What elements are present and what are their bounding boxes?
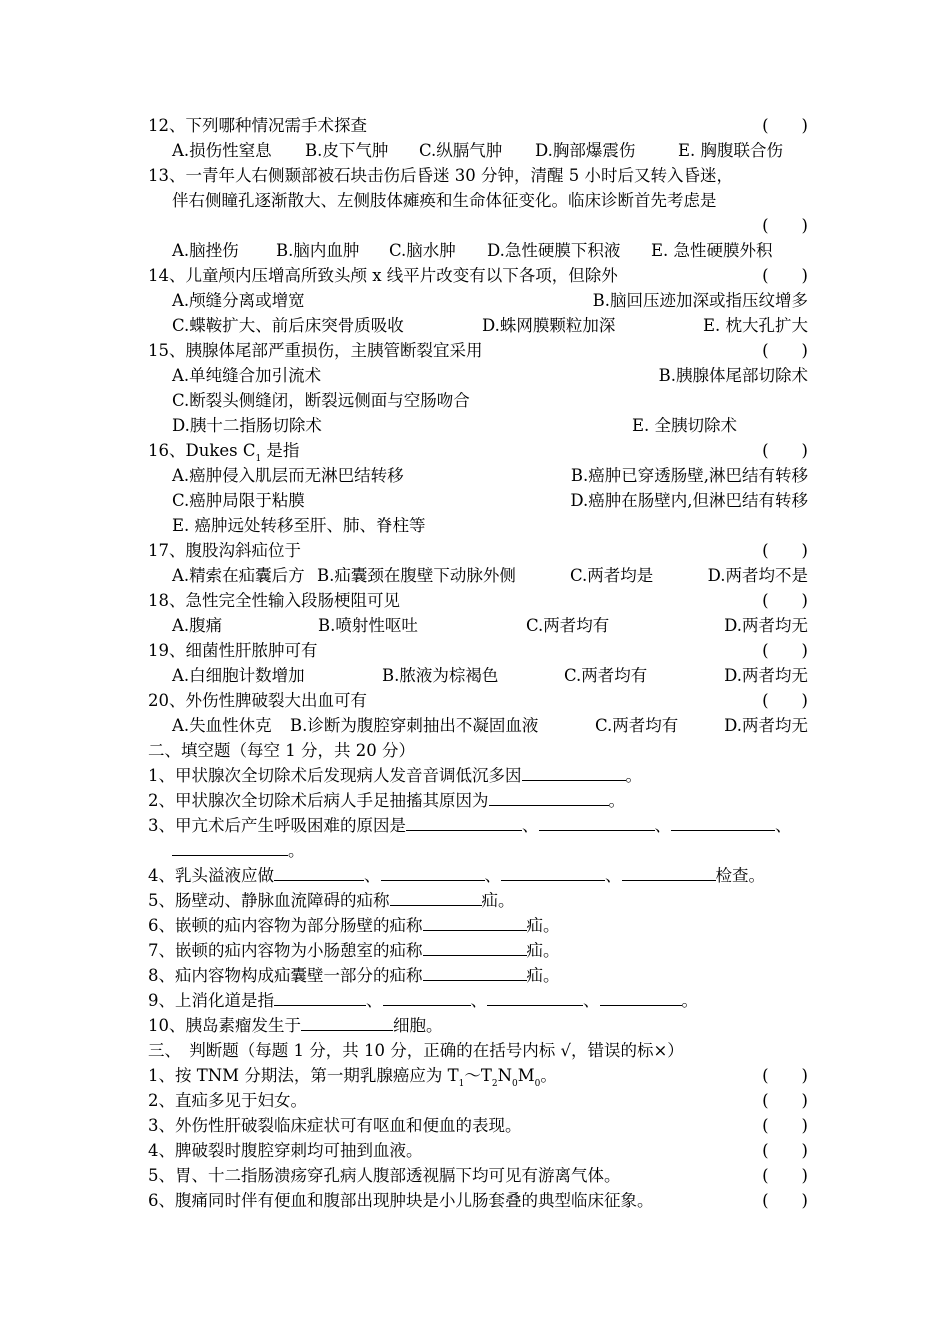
option: D.两者均不是 (707, 566, 808, 585)
option: A.腹痛 (172, 616, 223, 635)
question-16 (148, 438, 808, 463)
judge-question-text: 4、脾破裂时腹腔穿刺均可抽到血液。 (148, 1141, 423, 1160)
answer-paren: ( ) (762, 591, 808, 610)
question-14-options-b (172, 313, 808, 338)
answer-paren: ( ) (762, 1066, 808, 1085)
answer-blank[interactable] (522, 763, 626, 781)
option: B.喷射性呕吐 (318, 616, 418, 635)
fill-question-4: 4、乳头溢液应做 、 、 、 检查。 (148, 863, 808, 888)
question-stem: 15、胰腺体尾部严重损伤，主胰管断裂宜采用 (148, 341, 483, 360)
question-stem-continued: 伴右侧瞳孔逐渐散大、左侧肢体瘫痪和生命体征变化。临床诊断首先考虑是 (172, 191, 717, 210)
answer-blank[interactable] (390, 888, 482, 906)
fill-question-3: 3、甲亢术后产生呼吸困难的原因是 、 、 、 (148, 813, 808, 838)
question-stem: 13、一青年人右侧颞部被石块击伤后昏迷 30 分钟，清醒 5 小时后又转入昏迷， (148, 166, 733, 185)
question-stem: 19、细菌性肝脓肿可有 (148, 641, 318, 660)
answer-blank[interactable] (301, 1013, 393, 1031)
option: B.癌肿已穿透肠壁,淋巴结有转移 (570, 466, 808, 485)
option: E. 癌肿远处转移至肝、肺、脊柱等 (172, 516, 426, 535)
option: C.脑水肿 (389, 241, 456, 260)
option: A.精索在疝囊后方 (172, 566, 305, 585)
question-stem: 20、外伤性脾破裂大出血可有 (148, 691, 367, 710)
section-heading-judge: 三、 判断题（每题 1 分，共 10 分，正确的在括号内标 √，错误的标×） (148, 1041, 684, 1060)
answer-blank[interactable] (501, 863, 605, 881)
option: C.两者均有 (564, 666, 648, 685)
answer-paren: ( ) (762, 541, 808, 560)
judge-question-6 (148, 1188, 808, 1213)
answer-blank[interactable] (383, 988, 471, 1006)
option: C.两者均有 (526, 616, 610, 635)
option: B.脑内血肿 (276, 241, 360, 260)
question-15-options-c (172, 413, 808, 438)
fill-question-2: 2、甲状腺次全切除术后病人手足抽搐其原因为 。 (148, 788, 808, 813)
option: A.癌肿侵入肌层而无淋巴结转移 (172, 466, 404, 485)
answer-blank[interactable] (423, 913, 527, 931)
question-20-options (172, 713, 808, 738)
answer-paren: ( ) (762, 1116, 808, 1135)
option: D.癌肿在肠壁内,但淋巴结有转移 (570, 491, 808, 510)
question-20 (148, 688, 808, 713)
judge-question-text: 3、外伤性肝破裂临床症状可有呕血和便血的表现。 (148, 1116, 522, 1135)
answer-blank[interactable] (489, 788, 609, 806)
judge-question-text: 1、按 TNM 分期法，第一期乳腺癌应为 $T_1\sim T_2N_0M_0$。 (148, 1066, 557, 1089)
option: B.诊断为腹腔穿刺抽出不凝固血液 (290, 716, 539, 735)
answer-paren: ( ) (762, 1166, 808, 1185)
question-18 (148, 588, 808, 613)
judge-question-text: 2、直疝多见于妇女。 (148, 1091, 307, 1110)
answer-paren: ( ) (762, 441, 808, 460)
answer-paren: ( ) (762, 341, 808, 360)
answer-blank[interactable] (487, 988, 583, 1006)
answer-paren: ( ) (762, 641, 808, 660)
option: A.失血性休克 (172, 716, 272, 735)
fill-question-9: 9、上消化道是指 、 、 、 。 (148, 988, 808, 1013)
option: C.癌肿局限于粘膜 (172, 491, 305, 510)
question-19-options (172, 663, 808, 688)
judge-question-2 (148, 1088, 808, 1113)
option: D.两者均无 (724, 666, 808, 685)
option: D.蛛网膜颗粒加深 (482, 316, 616, 335)
question-stem: 16、Dukes $C_1$ 是指 (148, 441, 300, 464)
option: B.皮下气肿 (305, 141, 389, 160)
option: E. 急性硬膜外积 (651, 241, 773, 260)
fill-question-7: 7、嵌顿的疝内容物为小肠憩室的疝称 疝。 (148, 938, 808, 963)
option: B.脑回压迹加深或指压纹增多 (592, 291, 808, 310)
option: C.两者均是 (570, 566, 654, 585)
option: E. 枕大孔扩大 (702, 316, 808, 335)
fill-question-1: 1、甲状腺次全切除术后发现病人发音音调低沉多因 。 (148, 763, 808, 788)
answer-paren: ( ) (762, 266, 808, 285)
fill-question-10: 10、胰岛素瘤发生于 细胞。 (148, 1013, 808, 1038)
option: A.白细胞计数增加 (172, 666, 305, 685)
question-stem: 14、儿童颅内压增高所致头颅 x 线平片改变有以下各项，但除外 (148, 266, 618, 285)
judge-question-3 (148, 1113, 808, 1138)
judge-question-1 (148, 1063, 808, 1088)
fill-question-3-cont: 。 (172, 838, 808, 863)
option: C.蝶鞍扩大、前后床突骨质吸收 (172, 316, 404, 335)
answer-blank[interactable] (172, 838, 288, 856)
option: C.纵膈气肿 (419, 141, 503, 160)
question-13-stem-cont (172, 188, 808, 213)
answer-paren: ( ) (762, 691, 808, 710)
question-14-options-a (172, 288, 808, 313)
option: A.颅缝分离或增宽 (172, 291, 305, 310)
question-13-options (172, 238, 808, 263)
question-15 (148, 338, 808, 363)
answer-paren: ( ) (762, 1191, 808, 1210)
question-16-options-a (172, 463, 808, 488)
option: C.断裂头侧缝闭，断裂远侧面与空肠吻合 (172, 391, 470, 410)
question-13 (148, 163, 808, 188)
option: A.脑挫伤 (172, 241, 239, 260)
fill-question-6: 6、嵌顿的疝内容物为部分肠壁的疝称 疝。 (148, 913, 808, 938)
option: B.脓液为棕褐色 (382, 666, 499, 685)
judge-question-4 (148, 1138, 808, 1163)
option: E. 全胰切除术 (632, 416, 738, 435)
question-15-options-b (172, 388, 808, 413)
question-stem: 12、下列哪种情况需手术探查 (148, 116, 367, 135)
answer-blank[interactable] (406, 813, 522, 831)
option: E. 胸腹联合伤 (678, 141, 784, 160)
option: B.胰腺体尾部切除术 (658, 366, 808, 385)
answer-blank[interactable] (539, 813, 655, 831)
answer-blank[interactable] (381, 863, 485, 881)
answer-blank[interactable] (423, 963, 527, 981)
question-16-options-b (172, 488, 808, 513)
question-18-options (172, 613, 808, 638)
question-17 (148, 538, 808, 563)
question-19 (148, 638, 808, 663)
question-13-paren-line (148, 213, 808, 238)
option: D.急性硬膜下积液 (487, 241, 621, 260)
option: B.疝囊颈在腹壁下动脉外侧 (317, 566, 516, 585)
answer-paren: ( ) (762, 1091, 808, 1110)
answer-blank[interactable] (671, 813, 775, 831)
question-16-options-c (172, 513, 808, 538)
answer-blank[interactable] (274, 988, 366, 1006)
question-17-options (172, 563, 808, 588)
question-14 (148, 263, 808, 288)
option: D.两者均无 (724, 716, 808, 735)
option: D.胰十二指肠切除术 (172, 416, 322, 435)
answer-blank[interactable] (423, 938, 527, 956)
fill-question-8: 8、疝内容物构成疝囊壁一部分的疝称 疝。 (148, 963, 808, 988)
option: A.损伤性窒息 (172, 141, 272, 160)
answer-paren: ( ) (762, 1141, 808, 1160)
answer-blank[interactable] (600, 988, 682, 1006)
answer-paren: ( ) (762, 216, 808, 235)
question-12-options (172, 138, 808, 163)
question-12 (148, 113, 808, 138)
option: C.两者均有 (595, 716, 679, 735)
question-15-options-a (172, 363, 808, 388)
option: D.胸部爆震伤 (535, 141, 636, 160)
judge-question-text: 5、胃、十二指肠溃疡穿孔病人腹部透视膈下均可见有游离气体。 (148, 1166, 621, 1185)
judge-question-text: 6、腹痛同时伴有便血和腹部出现肿块是小儿肠套叠的典型临床征象。 (148, 1191, 654, 1210)
answer-blank[interactable] (622, 863, 716, 881)
option: A.单纯缝合加引流术 (172, 366, 322, 385)
fill-question-5: 5、肠壁动、静脉血流障碍的疝称 疝。 (148, 888, 808, 913)
question-stem: 18、急性完全性输入段肠梗阻可见 (148, 591, 400, 610)
answer-blank[interactable] (274, 863, 364, 881)
section-heading-fill: 二、填空题（每空 1 分，共 20 分） (148, 741, 415, 760)
question-stem: 17、腹股沟斜疝位于 (148, 541, 301, 560)
answer-paren: ( ) (762, 116, 808, 135)
option: D.两者均无 (724, 616, 808, 635)
judge-question-5 (148, 1163, 808, 1188)
